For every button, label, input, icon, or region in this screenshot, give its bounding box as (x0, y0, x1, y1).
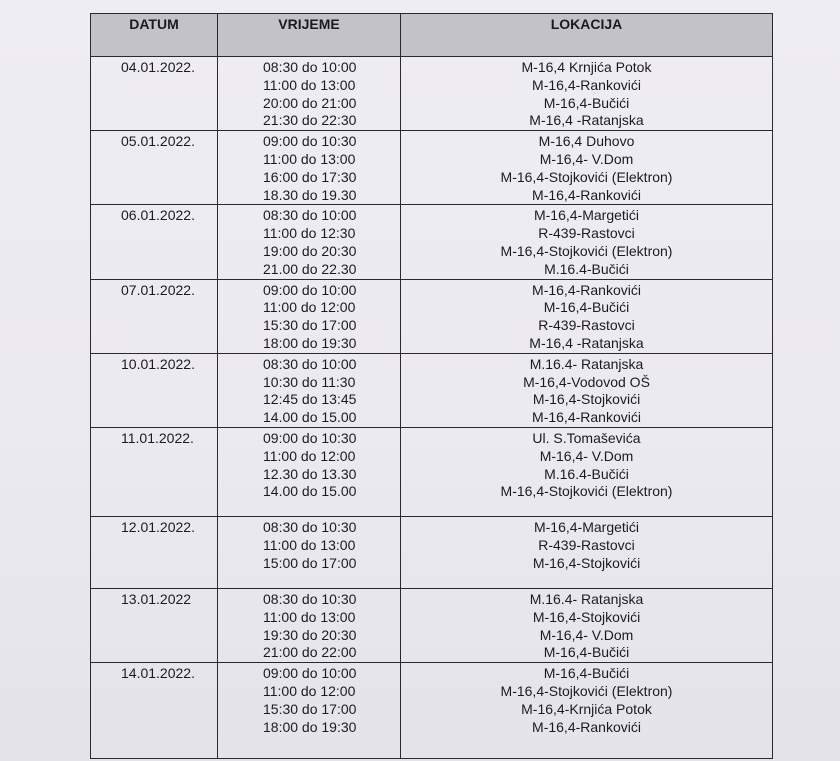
schedule-body (91, 57, 773, 759)
table-row (91, 353, 773, 427)
time-slot: 16:00 do 17:30 (263, 168, 357, 185)
location-entry: M-16,4-Stojkovići (532, 391, 641, 408)
time-slot: 12.30 do 13.30 (263, 465, 357, 482)
location-entry: M.16.4-Bučići (544, 465, 629, 482)
location-entry: M-16,4- V.Dom (539, 626, 634, 643)
location-cell (401, 588, 773, 662)
location-entry: M-16,4-Rankovići (532, 718, 641, 735)
location-cell (401, 663, 773, 759)
time-cell (218, 205, 401, 279)
location-cell (401, 205, 773, 279)
time-slot: 15:30 do 17:00 (263, 317, 357, 334)
table-row (91, 57, 773, 131)
table-row (91, 663, 773, 759)
time-slot: 15:00 do 17:00 (263, 554, 357, 571)
date-cell: 13.01.2022 (91, 588, 218, 662)
time-slot: 11:00 do 13:00 (263, 608, 356, 625)
time-slot: 11:00 do 12:00 (263, 682, 356, 699)
location-cell (401, 131, 773, 205)
time-slot: 08:30 do 10:30 (263, 590, 357, 607)
time-slot: 21:00 do 22:00 (263, 644, 357, 661)
date-cell: 06.01.2022. (91, 205, 218, 279)
time-slot: 18:00 do 19:30 (263, 718, 357, 735)
location-entry: M-16,4 -Ratanjska (529, 112, 644, 129)
time-slot: 21:30 do 22:30 (263, 112, 357, 129)
location-entry: M-16,4 Duhovo (538, 133, 635, 150)
time-slot: 11:00 do 13:00 (263, 150, 356, 167)
location-entry: M-16,4-Stojkovići (Elektron) (500, 483, 673, 500)
location-entry: M-16,4-Bučići (543, 644, 630, 661)
header-lokacija: LOKACIJA (401, 14, 773, 57)
location-entry: M-16,4-Stojkovići (Elektron) (500, 242, 673, 259)
time-cell (218, 279, 401, 353)
time-slot: 18:00 do 19:30 (263, 334, 357, 351)
date-cell: 07.01.2022. (91, 279, 218, 353)
time-slot: 11:00 do 12:30 (263, 225, 356, 242)
location-entry: M-16,4 -Ratanjska (529, 334, 644, 351)
time-cell (218, 516, 401, 588)
time-cell (218, 588, 401, 662)
time-slot: 09:00 do 10:00 (263, 281, 357, 298)
location-cell (401, 279, 773, 353)
location-entry: M-16,4-Bučići (543, 299, 630, 316)
location-entry: M-16,4-Rankovići (532, 76, 641, 93)
time-slot: 08:30 do 10:00 (263, 59, 357, 75)
date-cell: 05.01.2022. (91, 131, 218, 205)
location-cell (401, 353, 773, 427)
header-vrijeme: VRIJEME (218, 14, 401, 57)
time-cell (218, 131, 401, 205)
time-slot: 11:00 do 12:00 (263, 299, 356, 316)
date-cell: 12.01.2022. (91, 516, 218, 588)
location-entry: R-439-Rastovci (538, 536, 635, 553)
time-slot: 09:00 do 10:30 (263, 133, 357, 150)
location-entry: M-16,4-Stojkovići (Elektron) (500, 168, 673, 185)
location-entry: M-16,4-Vodovod OŠ (523, 373, 650, 390)
location-cell (401, 427, 773, 516)
header-datum: DATUM (91, 14, 218, 57)
location-entry: M-16,4-Bučići (543, 665, 630, 682)
time-slot: 18.30 do 19.30 (263, 186, 357, 203)
time-slot: 11:00 do 13:00 (263, 76, 356, 93)
location-entry: M-16,4- V.Dom (539, 150, 634, 167)
time-slot: 19:30 do 20:30 (263, 626, 357, 643)
table-row (91, 427, 773, 516)
location-cell (401, 57, 773, 131)
location-entry: M-16,4-Krnjića Potok (521, 700, 652, 717)
time-cell (218, 57, 401, 131)
time-slot: 11:00 do 12:00 (263, 447, 356, 464)
location-entry: M-16,4-Rankovići (532, 409, 641, 426)
location-entry: M.16.4- Ratanjska (529, 590, 644, 607)
time-slot: 12:45 do 13:45 (263, 391, 357, 408)
table-row (91, 131, 773, 205)
time-slot: 21.00 do 22.30 (263, 260, 357, 277)
date-cell: 04.01.2022. (91, 57, 218, 131)
location-entry: R-439-Rastovci (538, 317, 635, 334)
time-slot: 10:30 do 11:30 (263, 373, 356, 390)
location-entry: M-16,4 Krnjića Potok (521, 59, 652, 75)
time-slot: 20:00 do 21:00 (263, 94, 357, 111)
time-slot: 14.00 do 15.00 (263, 409, 357, 426)
location-entry: M-16,4-Bučići (543, 94, 630, 111)
table-row (91, 279, 773, 353)
time-cell (218, 353, 401, 427)
time-slot: 09:00 do 10:30 (263, 429, 357, 446)
location-entry: M-16,4-Rankovići (532, 281, 641, 298)
time-slot: 09:00 do 10:00 (263, 665, 357, 682)
location-entry: M.16.4- Ratanjska (529, 355, 644, 372)
table-row (91, 516, 773, 588)
time-slot: 14.00 do 15.00 (263, 483, 357, 500)
time-slot: 08:30 do 10:30 (263, 518, 357, 535)
location-entry: M-16,4-Margetići (533, 518, 640, 535)
location-entry: R-439-Rastovci (538, 225, 635, 242)
time-cell (218, 663, 401, 759)
location-entry: M-16,4- V.Dom (539, 447, 634, 464)
location-entry: M-16,4-Margetići (533, 207, 640, 224)
date-cell: 14.01.2022. (91, 663, 218, 759)
location-entry: M.16.4-Bučići (544, 260, 629, 277)
schedule-table (90, 13, 773, 759)
time-slot: 11:00 do 13:00 (263, 536, 356, 553)
time-slot: 19:00 do 20:30 (263, 242, 357, 259)
location-entry: Ul. S.Tomaševića (532, 429, 641, 446)
table-header-row (91, 14, 773, 57)
location-cell (401, 516, 773, 588)
table-row (91, 588, 773, 662)
date-cell: 10.01.2022. (91, 353, 218, 427)
time-slot: 08:30 do 10:00 (263, 355, 357, 372)
location-entry: M-16,4-Rankovići (532, 186, 641, 203)
time-cell (218, 427, 401, 516)
time-slot: 15:30 do 17:00 (263, 700, 357, 717)
location-entry: M-16,4-Stojkovići (532, 608, 641, 625)
time-slot: 08:30 do 10:00 (263, 207, 357, 224)
location-entry: M-16,4-Stojkovići (532, 554, 641, 571)
table-row (91, 205, 773, 279)
date-cell: 11.01.2022. (91, 427, 218, 516)
location-entry: M-16,4-Stojkovići (Elektron) (500, 682, 673, 699)
